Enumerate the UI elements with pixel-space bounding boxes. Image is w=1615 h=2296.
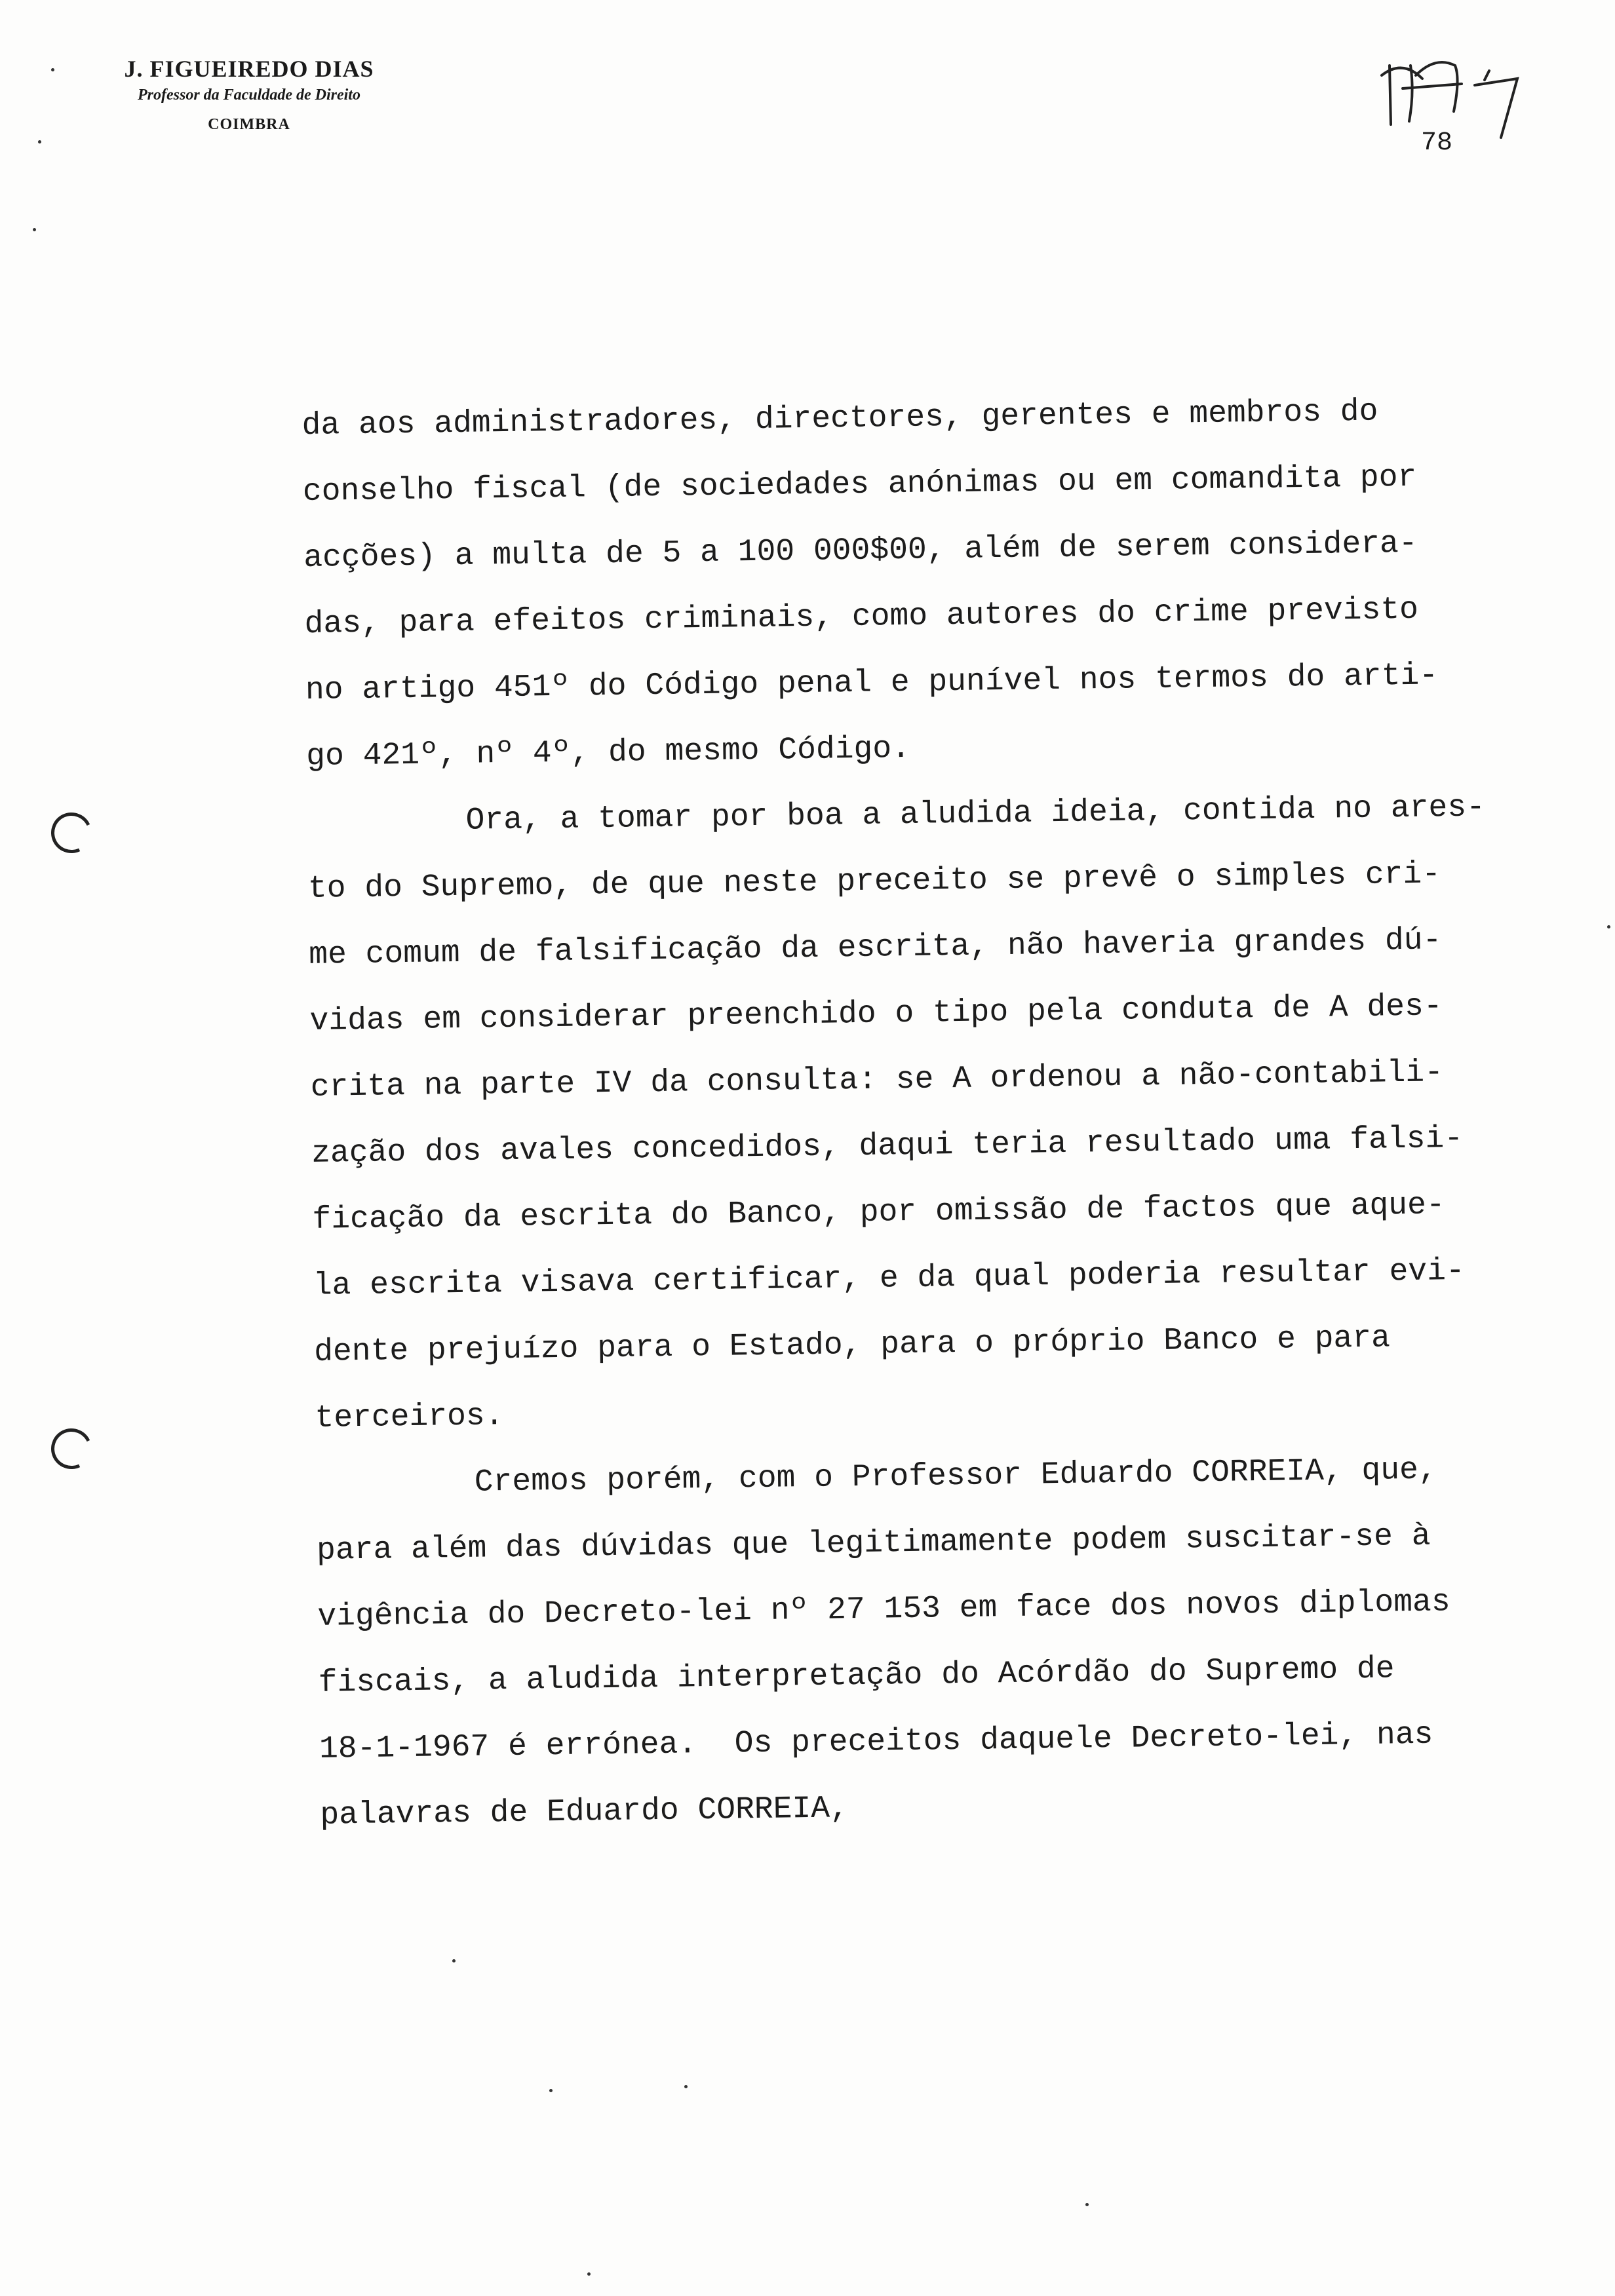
paragraph-3 — [315, 1436, 1533, 1849]
paragraph-2 — [307, 775, 1528, 1452]
body-text — [302, 377, 1533, 1849]
text-line: to do Supremo, de que neste preceito se prevê o simples cri- — [307, 856, 1441, 907]
speck — [51, 68, 54, 71]
author-name: J. FIGUEIREDO DIAS — [124, 56, 374, 82]
speck — [452, 1959, 456, 1962]
text-line: Ora, a tomar por boa a aludida ideia, contida no ares- — [465, 790, 1486, 839]
speck — [684, 2085, 688, 2088]
author-title: Professor da Faculdade de Direito — [138, 86, 360, 104]
speck — [33, 228, 36, 231]
text-line: me comum de falsificação da escrita, não haveria grandes dú- — [308, 923, 1442, 973]
page-number: 78 — [1421, 128, 1453, 158]
paragraph-1 — [302, 377, 1519, 790]
text-line: para além das dúvidas que legitimamente podem suscitar-se à — [316, 1518, 1431, 1569]
speck — [1607, 925, 1610, 928]
author-city: COIMBRA — [208, 116, 290, 133]
text-line: ficação da escrita do Banco, por omissão de factos que aque- — [312, 1187, 1446, 1238]
text-line: vigência do Decreto-lei nº 27 153 em face dos novos diplomas — [317, 1584, 1450, 1635]
text-line: palavras de Eduardo CORREIA, — [320, 1791, 849, 1833]
binder-hole-lower — [45, 1423, 97, 1474]
letterhead — [66, 55, 433, 134]
text-line: das, para efeitos criminais, como autores do crime previsto — [304, 592, 1419, 642]
text-line: la escrita visava certificar, e da qual poderia resultar evi- — [313, 1253, 1466, 1304]
text-line: fiscais, a aludida interpretação do Acórdão do Supremo de — [318, 1651, 1395, 1701]
text-line: dente prejuízo para o Estado, para o próprio Banco e para — [313, 1320, 1391, 1370]
text-line: no artigo 451º do Código penal e punível nos termos do arti- — [305, 658, 1439, 708]
text-line: zação dos avales concedidos, daqui teria resultado uma falsi- — [311, 1120, 1464, 1172]
text-line: da aos administradores, directores, gerentes e membros do — [302, 394, 1378, 444]
text-line: acções) a multa de 5 a 100 000$00, além de serem considera- — [303, 526, 1418, 576]
binder-hole-upper — [45, 807, 97, 858]
speck — [1085, 2203, 1089, 2206]
text-line: crita na parte IV da consulta: se A ordenou a não-contabili- — [310, 1055, 1444, 1105]
text-line: Cremos porém, com o Professor Eduardo CORREIA, que, — [474, 1452, 1438, 1501]
text-line: terceiros. — [315, 1398, 504, 1436]
speck — [549, 2089, 553, 2092]
text-line: conselho fiscal (de sociedades anónimas ou em comandita por — [302, 459, 1417, 510]
speck — [587, 2272, 591, 2276]
text-line: vidas em considerar preenchido o tipo pela conduta de A des- — [309, 989, 1443, 1039]
text-line: 18-1-1967 é errónea. Os preceitos daquele Decreto-lei, nas — [319, 1717, 1433, 1767]
text-line: go 421º, nº 4º, do mesmo Código. — [305, 731, 911, 775]
speck — [38, 140, 41, 144]
